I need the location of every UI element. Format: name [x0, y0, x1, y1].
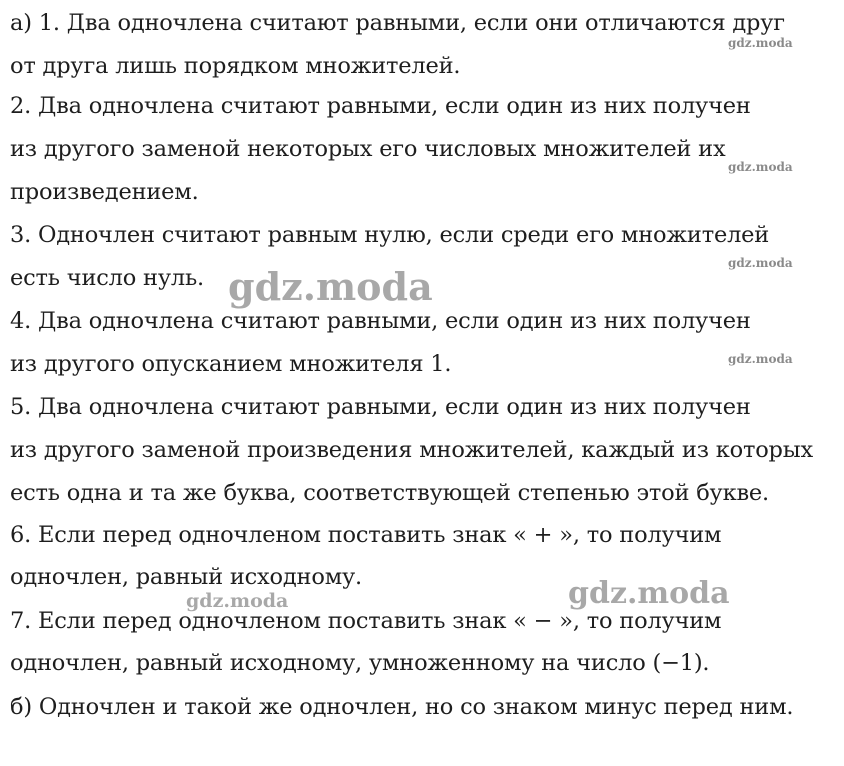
text-line-11: из другого заменой произведения множителей, каждый из которых [10, 437, 813, 463]
text-line-14: одночлен, равный исходному. [10, 564, 362, 590]
watermark-small-2: gdz.moda [728, 160, 793, 174]
watermark-medium-1: gdz.moda [186, 590, 289, 612]
text-line-2: от друга лишь порядком множителей. [10, 53, 461, 79]
text-line-1: а) 1. Два одночлена считают равными, если они отличаются друг [10, 10, 785, 36]
watermark-small-3: gdz.moda [728, 256, 793, 270]
text-line-3: 2. Два одночлена считают равными, если один из них получен [10, 93, 751, 119]
text-line-4: из другого заменой некоторых его числовых множителей их [10, 136, 726, 162]
text-line-8: 4. Два одночлена считают равными, если один из них получен [10, 308, 751, 334]
text-line-12: есть одна и та же буква, соответствующей степенью этой букве. [10, 480, 769, 506]
watermark-small-4: gdz.moda [728, 352, 793, 366]
text-line-5: произведением. [10, 179, 199, 205]
watermark-large-1: gdz.moda [228, 264, 433, 309]
text-line-9: из другого опусканием множителя 1. [10, 351, 452, 377]
text-line-15: 7. Если перед одночленом поставить знак « − », то получим [10, 608, 722, 634]
text-line-16: одночлен, равный исходному, умноженному на число (−1). [10, 650, 710, 676]
text-line-6: 3. Одночлен считают равным нулю, если среди его множителей [10, 222, 770, 248]
text-line-13: 6. Если перед одночленом поставить знак « + », то получим [10, 522, 722, 548]
watermark-large-2: gdz.moda [568, 576, 730, 611]
text-line-10: 5. Два одночлена считают равными, если один из них получен [10, 394, 751, 420]
text-line-17: б) Одночлен и такой же одночлен, но со знаком минус перед ним. [10, 694, 794, 720]
text-line-7: есть число нуль. [10, 265, 204, 291]
watermark-small-1: gdz.moda [728, 36, 793, 50]
